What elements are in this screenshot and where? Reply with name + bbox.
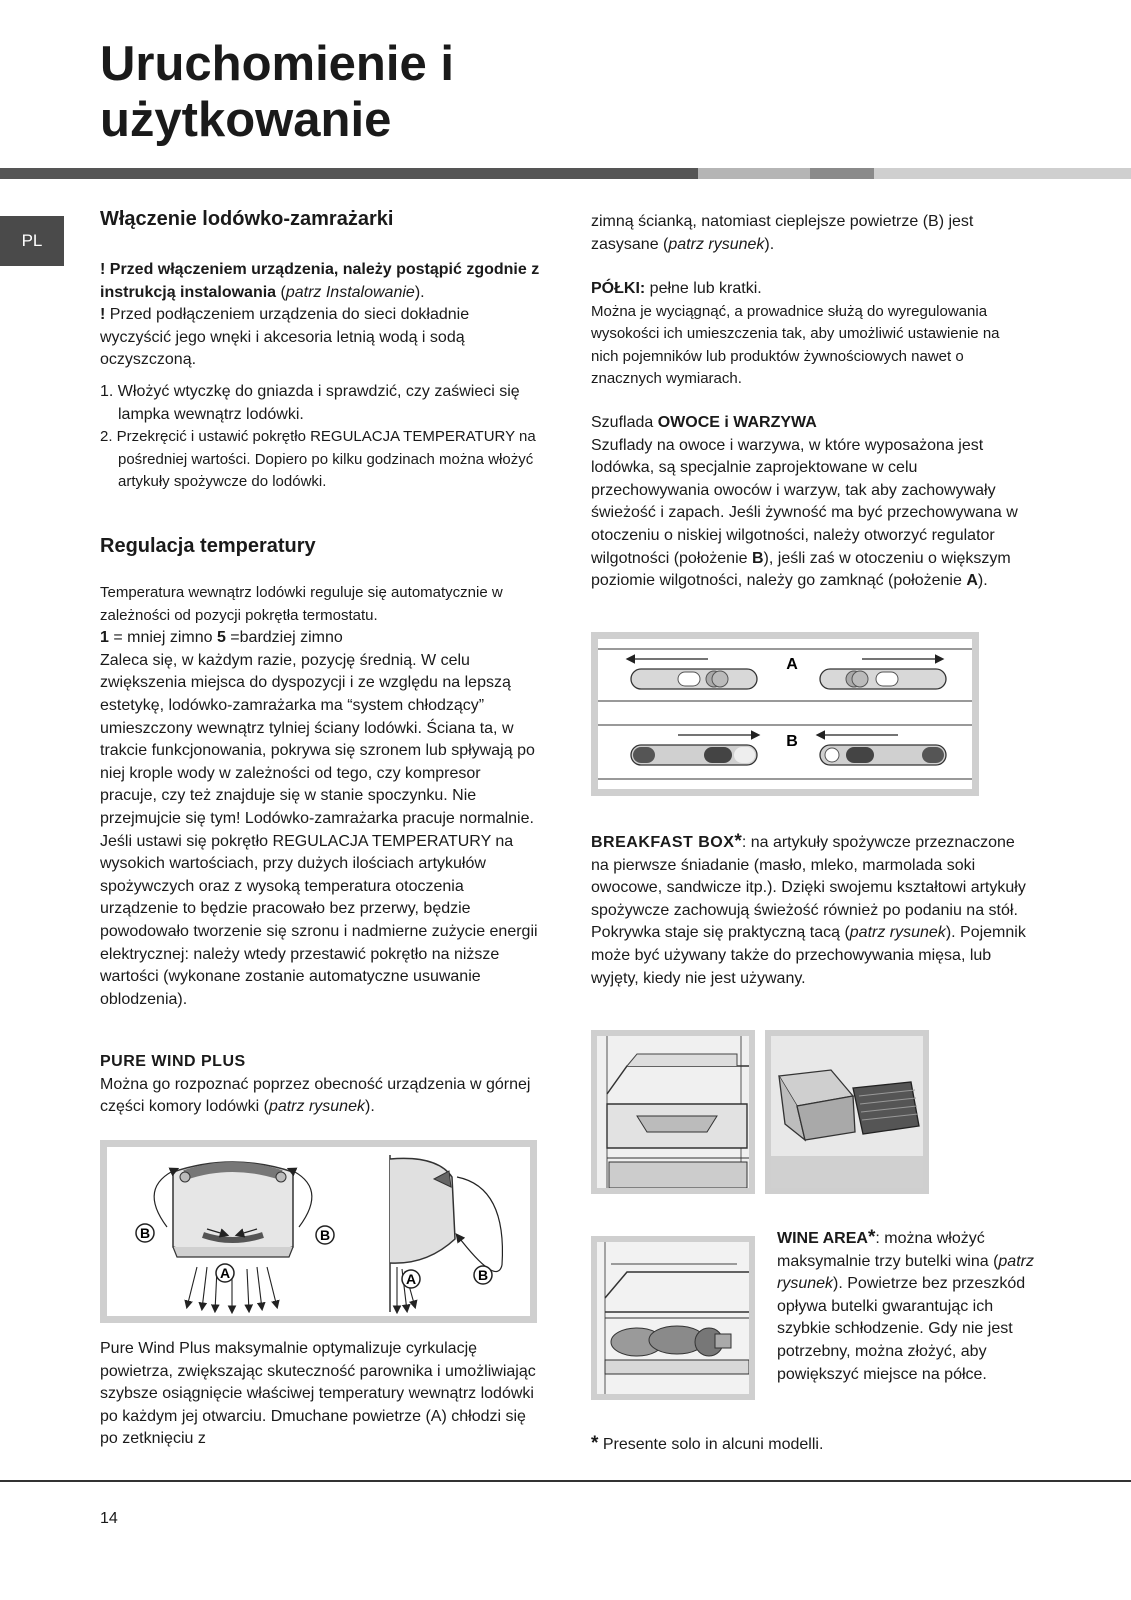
footnote: * Presente solo in alcuni modelli. <box>591 1433 824 1454</box>
temperature-scale: 1 = mniej zimno 5 =bardziej zimno <box>100 629 343 647</box>
breakfast-box-figure-1 <box>591 1030 755 1194</box>
wine-area-section: WINE AREA*: można włożyć maksymalnie trzy butelki wina (patrz rysunek). Powietrze bez przeszkód opływa butelki gwarantując ich szybkie schłodzenie. Gdy nie jest potrzebny, można złożyć, aby powiększyć miejsce na półce. <box>777 1227 1034 1383</box>
warning-2: ! Przed podłączeniem urządzenia do sieci dokładnie wyczyścić jego wnęki i akcesoria letnią wodą i sodą oczyszczoną. <box>100 306 470 369</box>
section-heading-temperature: Regulacja temperatury <box>100 535 316 557</box>
drawer-heading: Szuflada OWOCE i WARZYWA <box>591 414 817 431</box>
pure-wind-label-b-left: B <box>139 1225 151 1241</box>
header-bar-pale <box>874 168 1131 179</box>
humidity-label-b: B <box>786 733 798 750</box>
pure-wind-label-b-right: B <box>319 1227 331 1243</box>
shelves-text: Można je wyciągnąć, a prowadnice służą do wyregulowania wysokości ich umieszczenia tak, aby umożliwić ustawienie na nich pojemników lub produktów żywnościowych nawet o znacznych wymiarach. <box>591 302 1000 388</box>
pure-wind-section <box>100 1051 540 1119</box>
language-tab: PL <box>0 216 64 266</box>
pure-wind-label-a: A <box>219 1265 231 1281</box>
temperature-text <box>100 582 540 1011</box>
pure-wind-explanation-cont: zimną ścianką, natomiast cieplejsze powietrze (B) jest zasysane (patrz rysunek). <box>591 213 974 253</box>
drawer-text: Szuflady na owoce i warzywa, w które wyposażona jest lodówka, są specjalnie zaprojektowane w celu przechowywania owoców i warzyw, tak aby zachowywały świeżość i zapach. Jeśli żywność ma być przechowywana w otoczeniu o niskiej wilgotności, należy otworzyć regulator wilgotności (położenie B), jeśli zaś w otoczeniu o większym poziomie wilgotności, należy go zamknąć (położenie A). <box>591 436 1018 590</box>
page-title-line1: Uruchomienie i <box>100 37 454 91</box>
temperature-intro: Temperatura wewnątrz lodówki reguluje się automatycznie w zależności od pozycji pokrętła termostatu. <box>100 584 503 624</box>
breakfast-box-section: BREAKFAST BOX*: na artykuły spożywcze przeznaczone na pierwsze śniadanie (masło, mleko, marmolada soki owocowe, sandwicze itp.). Dzięki swojemu kształtowi artykuły spożywcze zachowują świeżość również po podaniu na stół. Pokrywka staje się praktyczną tacą (patrz rysunek). Pojemnik może być używany także do przechowywania mięsa, lub wyjęty, kiedy nie jest używany. <box>591 831 1026 987</box>
page-title <box>100 36 454 148</box>
humidity-figure <box>591 632 979 796</box>
pure-wind-side-label-b: B <box>477 1267 489 1283</box>
humidity-label-a: A <box>786 656 798 673</box>
footer-divider <box>0 1480 1131 1482</box>
header-bar-dark <box>0 168 698 179</box>
pure-wind-side-label-a: A <box>405 1271 417 1287</box>
step-2: 2. Przekręcić i ustawić pokrętło REGULACJA TEMPERATURY na pośredniej wartości. Dopiero po kilku godzinach można włożyć artykuły spożywcze do lodówki. <box>100 428 536 491</box>
temperature-body: Zaleca się, w każdym razie, pozycję średnią. W celu zwiększenia miejsca do dyspozycji i ze względu na lepszą estetykę, lodówko-zamrażarka ma “system chłodzący” umieszczony wewnątrz tylniej ściany lodówki. Ściana ta, w trakcie funkcjonowania, pokrywa się szronem lub spływają po niej krople wody w zależności od tego, czy kompresor pracuje, czy też znajduje się w stanie spoczynku. Nie przejmujcie się tym! Lodówko-zamrażarka pracuje normalnie. Jeśli ustawi się pokrętło REGULACJA TEMPERATURY na wysokich wartościach, przy dużych ilościach artykułów spożywczych oraz z wysoką temperatura otoczenia urządzenie to będzie pracowało bez przerwy, będzie powodowało tworzenie się szronu i nadmierne zużycie energii elektrycznej: należy wtedy przestawić pokrętło na niższe wartości (wykonane zostanie automatyczne usuwanie oblodzenia). <box>100 651 538 1008</box>
drawer-section <box>591 412 1031 593</box>
pure-wind-figure <box>100 1140 537 1323</box>
step-1: 1. Włożyć wtyczkę do gniazda i sprawdzić, czy zaświeci się lampka wewnątrz lodówki. <box>100 383 520 423</box>
page-title-line2: użytkowanie <box>100 93 392 147</box>
shelves-section <box>591 278 1031 391</box>
section-heading-switch-on: Włączenie lodówko-zamrażarki <box>100 208 394 230</box>
switch-on-steps <box>100 381 540 494</box>
wine-area-figure <box>591 1236 755 1400</box>
header-bar-light <box>698 168 810 179</box>
pure-wind-text: Można go rozpoznać poprzez obecność urządzenia w górnej części komory lodówki (patrz rysunek). <box>100 1075 531 1116</box>
shelves-heading: PÓŁKI: pełne lub kratki. <box>591 280 762 297</box>
warning-1: ! Przed włączeniem urządzenia, należy postąpić zgodnie z instrukcją instalowania (patrz Instalowanie). <box>100 261 540 301</box>
breakfast-box-figure-2 <box>765 1030 929 1194</box>
page-number: 14 <box>100 1510 118 1527</box>
pure-wind-explanation: Pure Wind Plus maksymalnie optymalizuje cyrkulację powietrza, zwiększając skuteczność parownika i umożliwiając szybsze osiągnięcie właściwej temperatury wewnątrz lodówki po każdym jej otwarciu. Dmuchane powietrze (A) chłodzi się po zetknięciu z <box>100 1340 536 1448</box>
pure-wind-heading: PURE WIND PLUS <box>100 1053 246 1070</box>
header-bar-mid <box>810 168 874 179</box>
switch-on-warnings <box>100 259 540 372</box>
